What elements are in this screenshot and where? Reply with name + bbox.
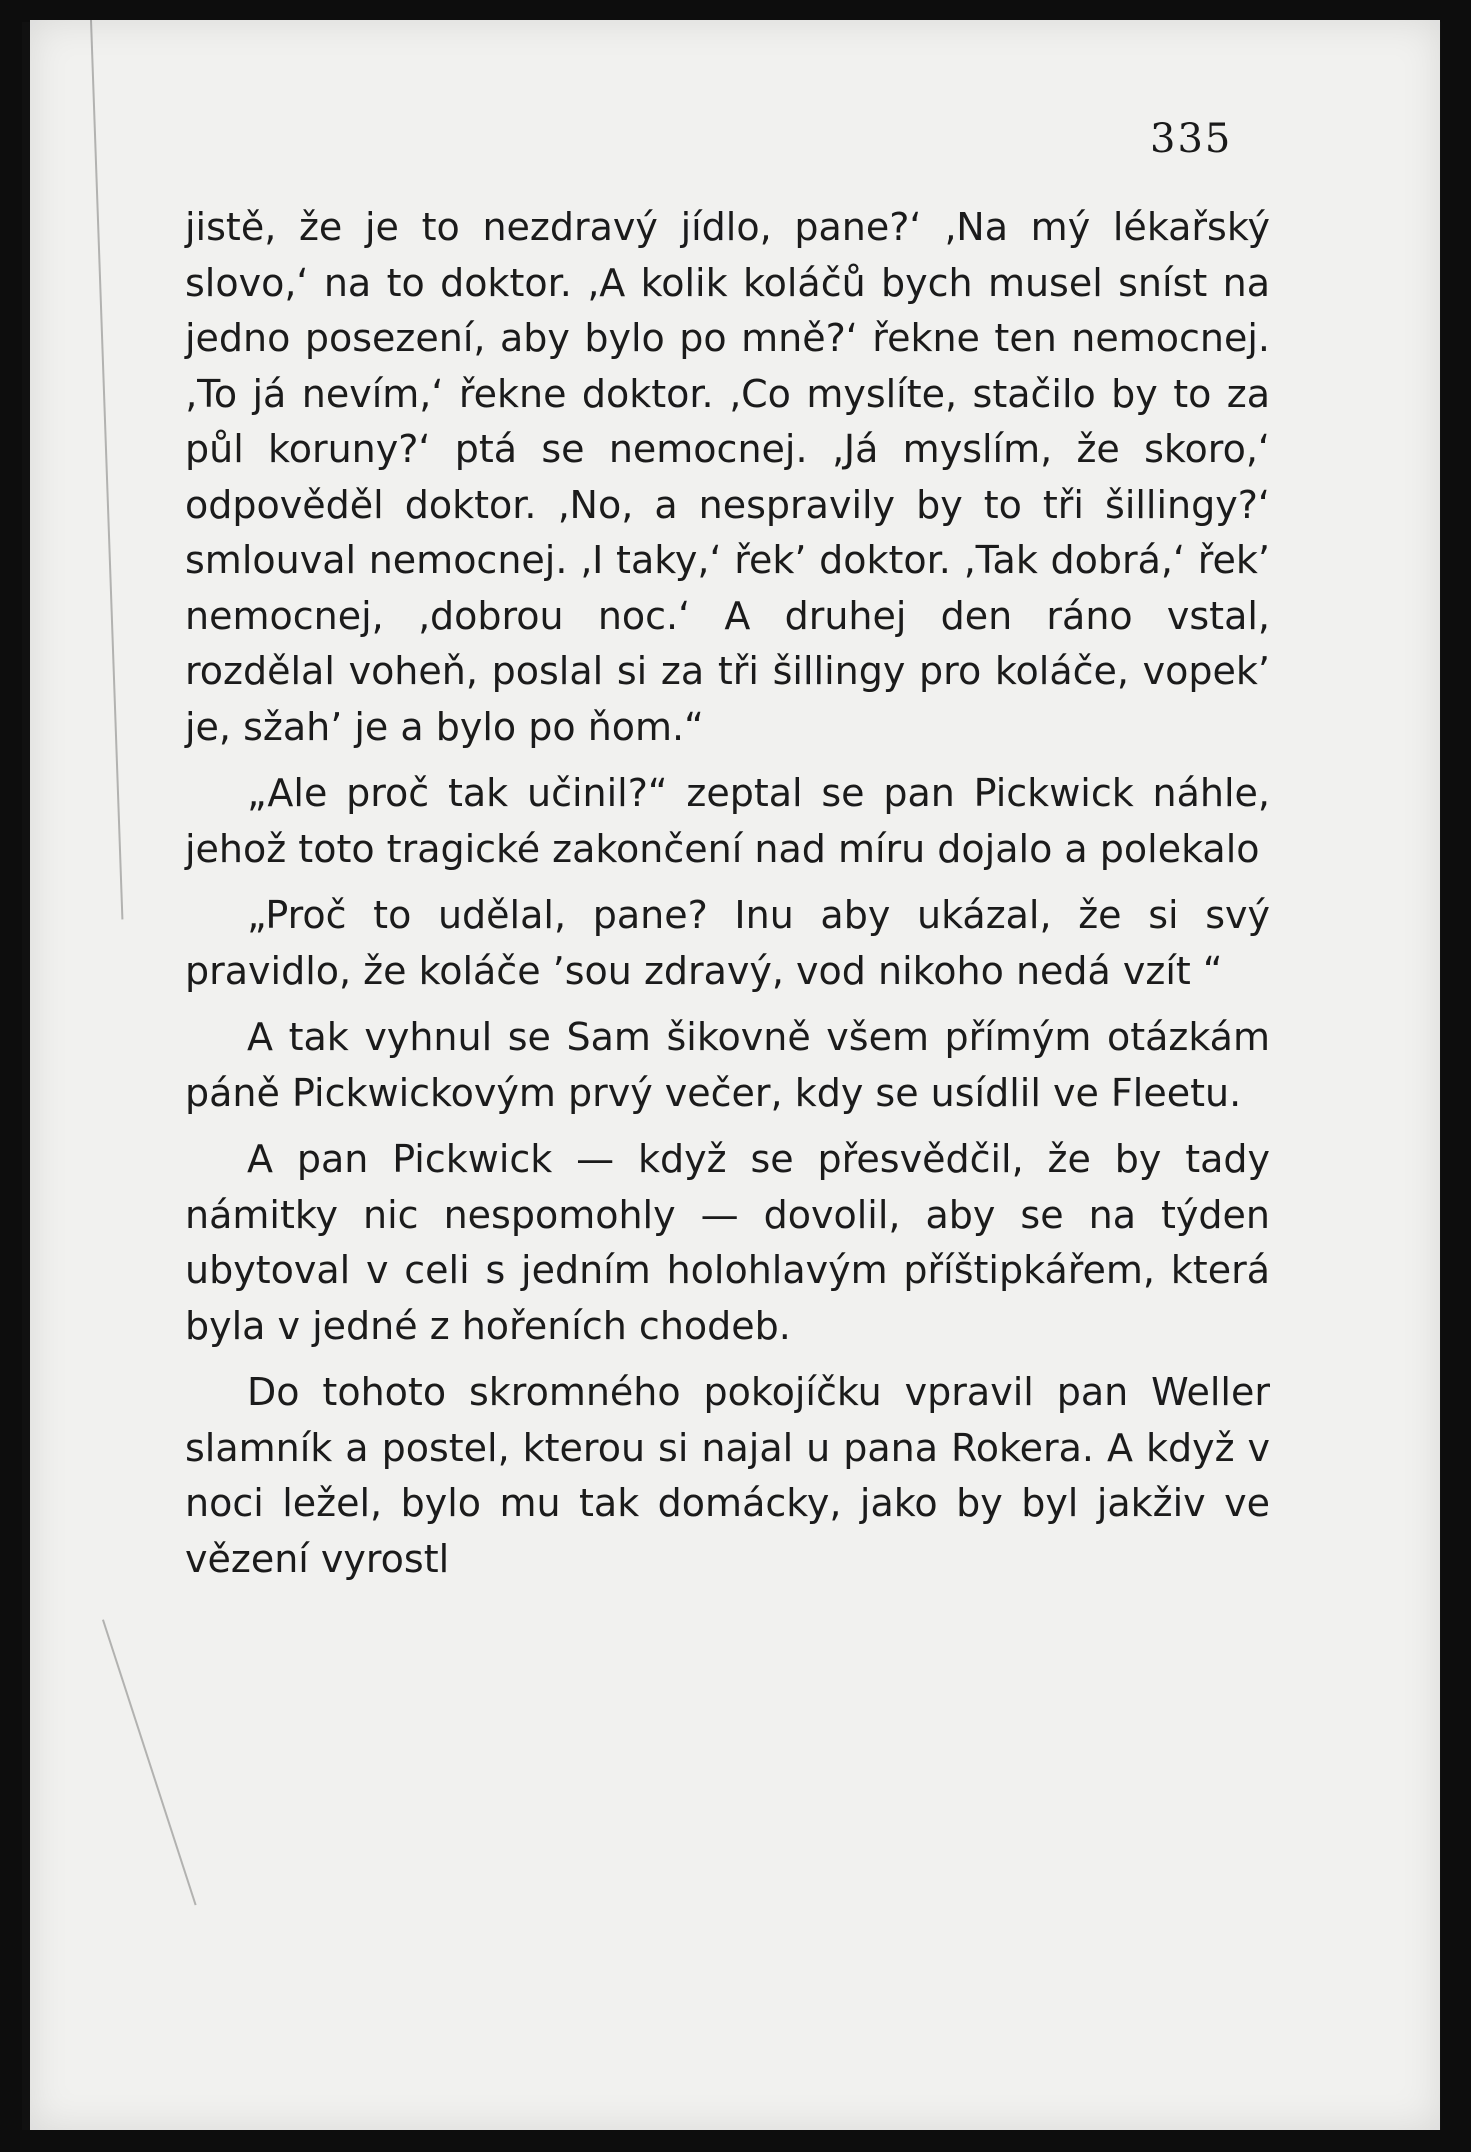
page-number: 335 [1150, 116, 1233, 162]
paragraph: A pan Pickwick — když se přesvědčil, že by tady námitky nic nespomohly — dovolil, aby se na týden ubytoval v celi s jedním holohlavým příštipkářem, která byla v jedné z hořeních chodeb. [185, 1137, 1270, 1348]
scan-border-top [0, 0, 1471, 22]
paragraph: A tak vyhnul se Sam šikovně všem přímým otázkám páně Pickwickovým prvý večer, kdy se usídlil ve Fleetu. [185, 1015, 1270, 1115]
paragraph: Do tohoto skromného pokojíčku vpravil pan Weller slamník a postel, kterou si najal u pana Rokera. A když v noci ležel, bylo mu tak domácky, jako by byl jakživ ve vězení vyrostl [185, 1370, 1270, 1581]
paper-scratch [90, 20, 123, 919]
scan-border-right [1441, 0, 1471, 2152]
body-text [185, 200, 1270, 1587]
scan-border-left [0, 0, 22, 2152]
paragraph: „Proč to udělal, pane? Inu aby ukázal, že si svý pravidlo, že koláče ’sou zdravý, vod nikoho nedá vzít “ [185, 893, 1270, 993]
paper-scratch [102, 1619, 197, 1905]
book-page [30, 20, 1440, 2130]
paragraph: „Ale proč tak učinil?“ zeptal se pan Pickwick náhle, jehož toto tragické zakončení nad míru dojalo a polekalo [185, 771, 1270, 871]
paragraph: jistě, že je to nezdravý jídlo, pane?‘ ‚Na mý lékařský slovo,‘ na to doktor. ‚A kolik koláčů bych musel sníst na jedno posezení, aby bylo po mně?‘ řekne ten nemocnej. ‚To já nevím,‘ řekne doktor. ‚Co myslíte, stačilo by to za půl koruny?‘ ptá se nemocnej. ‚Já myslím, že skoro,‘ odpověděl doktor. ‚No, a nespravily by to tři šillingy?‘ smlouval nemocnej. ‚I taky,‘ řek’ doktor. ‚Tak dobrá,‘ řek’ nemocnej, ‚dobrou noc.‘ A druhej den ráno vstal, rozdělal voheň, poslal si za tři šillingy pro koláče, vopek’ je, sžah’ je a bylo po ňom.“ [185, 205, 1270, 749]
scan-border-bottom [0, 2130, 1471, 2152]
